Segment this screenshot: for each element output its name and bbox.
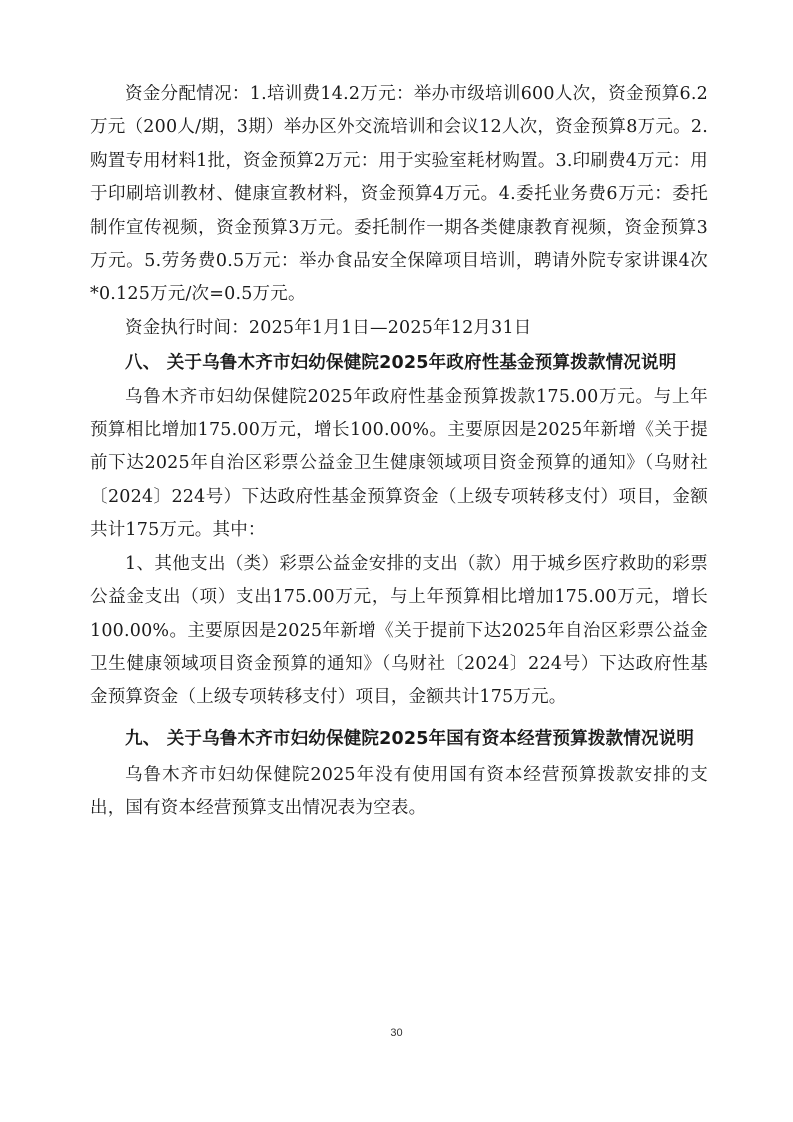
document-page — [90, 78, 708, 826]
funding-allocation-paragraph: 资金分配情况：1.培训费14.2万元：举办市级培训600人次，资金预算6.2万元（200人/期，3期）举办区外交流培训和会议12人次，资金预算8万元。2.购置专用材料1批，资金预算2万元：用于实验室耗材购置。3.印刷费4万元：用于印刷培训教材、健康宣教材料，资金预算4万元。4.委托业务费6万元：委托制作宣传视频，资金预算3万元。委托制作一期各类健康教育视频，资金预算3万元。5.劳务费0.5万元：举办食品安全保障项目培训，聘请外院专家讲课4次*0.125万元/次=0.5万元。 — [90, 84, 708, 305]
section-8-item-1: 1、其他支出（类）彩票公益金安排的支出（款）用于城乡医疗救助的彩票公益金支出（项）支出175.00万元，与上年预算相比增加175.00万元，增长100.00%。主要原因是2025年新增《关于提前下达2025年自治区彩票公益金卫生健康领域项目资金预算的通知》（乌财社〔2024〕224号）下达政府性基金预算资金（上级专项转移支付）项目，金额共计175万元。 — [90, 553, 708, 708]
section-8-heading: 八、 关于乌鲁木齐市妇幼保健院2025年政府性基金预算拨款情况说明 — [125, 353, 677, 374]
execution-time-paragraph: 资金执行时间：2025年1月1日—2025年12月31日 — [125, 317, 532, 338]
section-9-heading: 九、 关于乌鲁木齐市妇幼保健院2025年国有资本经营预算拨款情况说明 — [125, 728, 695, 749]
section-9-body: 乌鲁木齐市妇幼保健院2025年没有使用国有资本经营预算拨款安排的支出，国有资本经营预算支出情况表为空表。 — [90, 764, 708, 819]
page-number: 30 — [390, 1027, 403, 1039]
section-8-body: 乌鲁木齐市妇幼保健院2025年政府性基金预算拨款175.00万元。与上年预算相比增加175.00万元，增长100.00%。主要原因是2025年新增《关于提前下达2025年自治区彩票公益金卫生健康领域项目资金预算的通知》（乌财社〔2024〕224号）下达政府性基金预算资金（上级专项转移支付）项目，金额共计175万元。其中： — [90, 386, 708, 541]
